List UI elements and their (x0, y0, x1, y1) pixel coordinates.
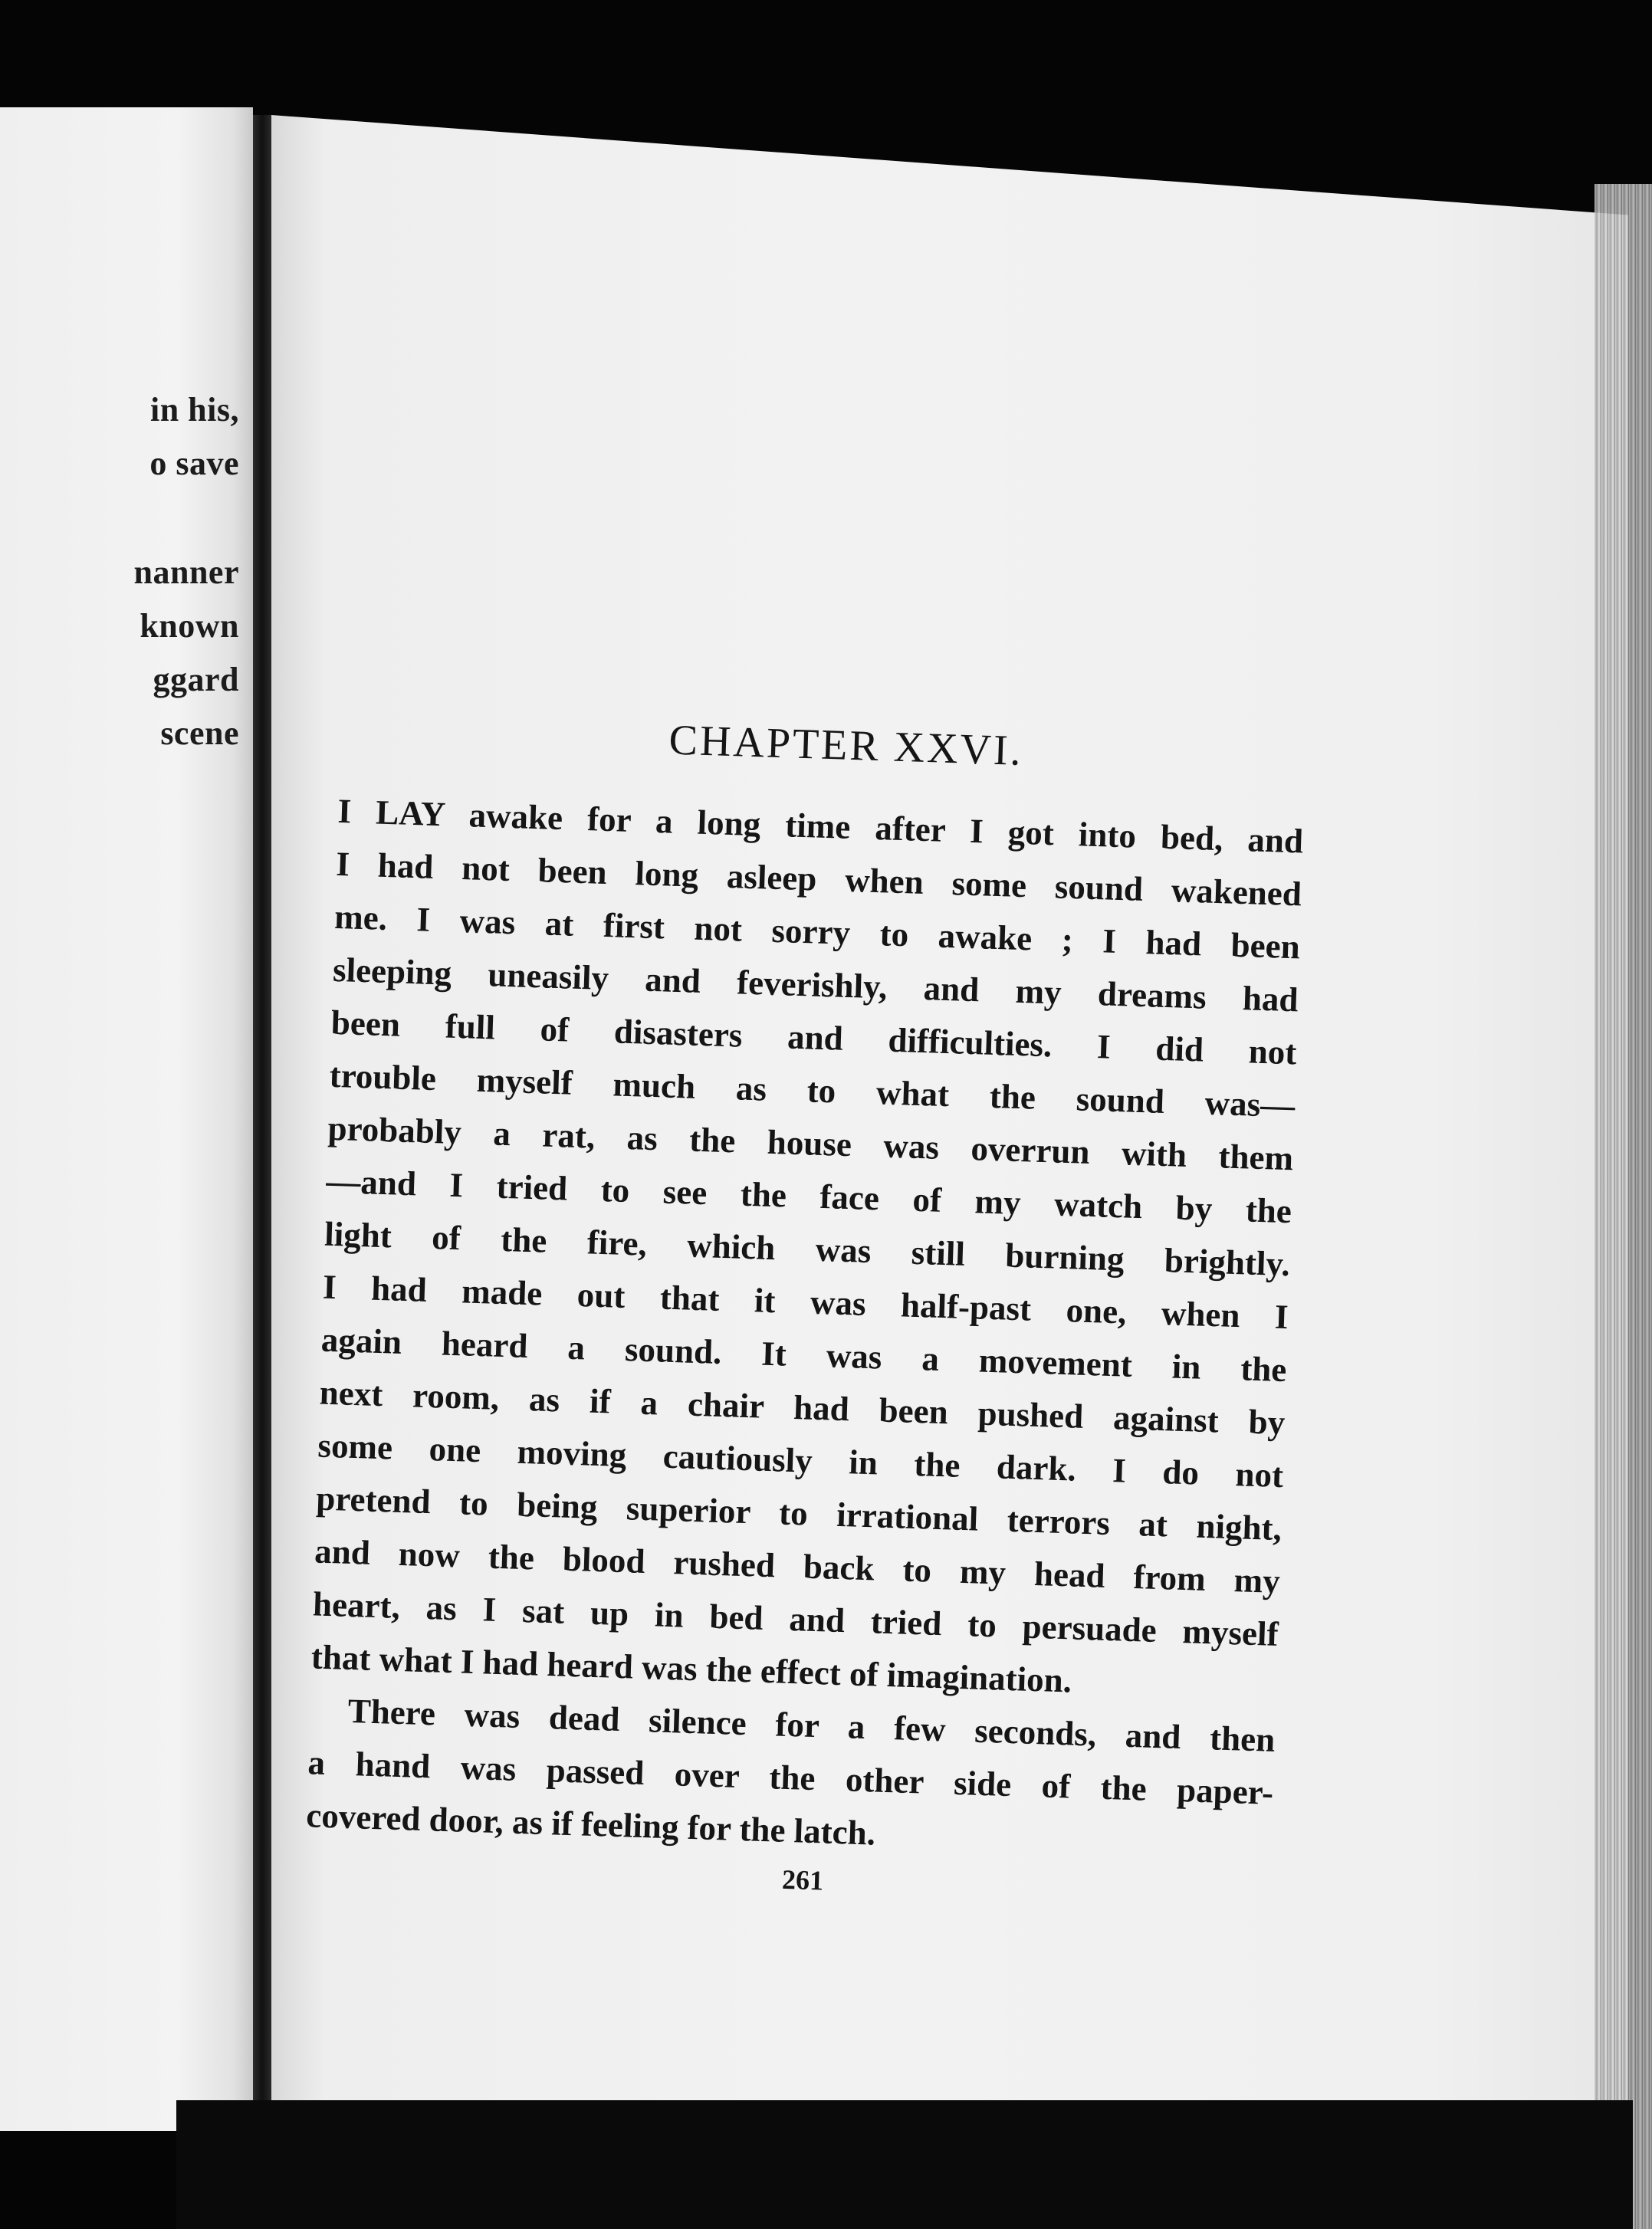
text-line: that what I had heard was the effect of imagination. (310, 1637, 1072, 1700)
page-number: 261 (781, 1863, 824, 1896)
page-block-edges (1595, 184, 1652, 2229)
text-line: been full of disasters and difficulties. I did not (330, 1003, 1298, 1072)
left-fragment: ggard (153, 661, 239, 698)
chapter-title: CHAPTER XXVI. (668, 716, 1024, 775)
text-line: sleeping uneasily and feverishly, and my dreams had (332, 950, 1299, 1019)
left-fragment: known (140, 607, 239, 645)
text-line: some one moving cautiously in the dark. I do not (317, 1426, 1284, 1495)
text-line: me. I was at first not sorry to awake ; I had been (333, 897, 1301, 967)
text-line: next room, as if a chair had been pushed against by (319, 1373, 1286, 1443)
text-line: There was dead silence for a few seconds, and then (347, 1691, 1276, 1759)
text-line: probably a rat, as the house was overrun with them (327, 1108, 1294, 1178)
left-fragment-gap (134, 491, 239, 546)
paragraph-1 (310, 785, 1304, 1714)
text-line: heart, as I sat up in bed and tried to persuade myself (312, 1584, 1279, 1653)
text-line: pretend to being superior to irrational terrors at night, (315, 1479, 1283, 1548)
left-page (0, 107, 253, 2131)
text-line: and now the blood rushed back to my head from my (314, 1531, 1281, 1601)
text-line: again heard a sound. It was a movement in the (320, 1320, 1288, 1390)
left-page-text-fragments (134, 383, 239, 760)
text-line: I LAY awake for a long time after I got into bed, and (337, 791, 1304, 861)
text-line: covered door, as if feeling for the latch. (305, 1796, 876, 1853)
text-line: —and I tried to see the face of my watch by the (325, 1161, 1292, 1231)
bottom-shadow (176, 2100, 1633, 2229)
chapter-text-block (304, 705, 1307, 1911)
text-line: a hand was passed over the other side of the paper- (307, 1743, 1274, 1812)
text-line: I had not been long asleep when some sound wakened (335, 844, 1302, 914)
text-line: I had made out that it was half-past one, when I (322, 1267, 1289, 1337)
book-gutter (253, 115, 271, 2108)
left-fragment: scene (160, 714, 239, 752)
left-fragment: nanner (133, 553, 239, 591)
text-line: trouble myself much as to what the sound was— (329, 1055, 1296, 1125)
left-fragment: o save (149, 445, 239, 482)
text-line: light of the fire, which was still burning brightly. (324, 1214, 1291, 1284)
left-fragment: in his, (149, 391, 239, 428)
paragraph-2 (305, 1683, 1276, 1872)
